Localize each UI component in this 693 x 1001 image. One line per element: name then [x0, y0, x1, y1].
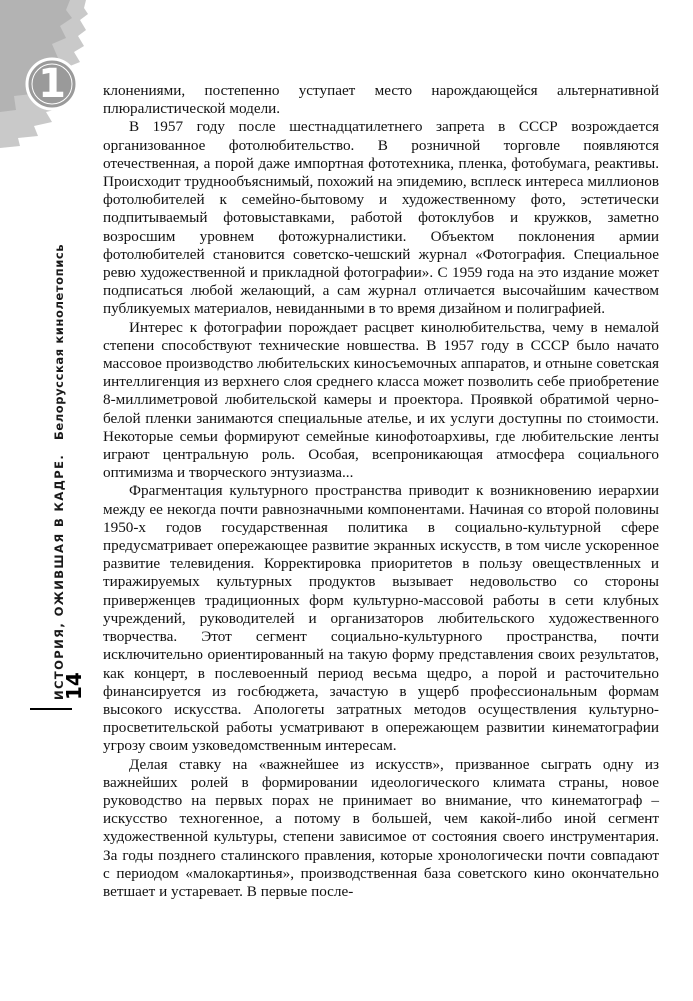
chapter-number: 1 [38, 61, 66, 107]
paragraph: Интерес к фотографии порождает расцвет кинолюбительства, чему в немалой степени способствуют технические новшества. В 1957 году в СССР было начато массовое производство любительских киносъемочных аппаратов, и отныне советская интеллигенция из верхнего слоя среднего класса может позволить себе приобретение 8-миллиметровой любительской камеры и проектора. Проявкой обратимой черно-белой пленки занимаются специальные ателье, и их услуги доступны по стоимости. Некоторые семьи формируют семейные кинофотоархивы, где любительские ленты играют центральную роль. Особая, всепроникающая атмосфера социального оптимизма и творческого энтузиазма... [103, 318, 659, 482]
paragraph: В 1957 году после шестнадцатилетнего запрета в СССР возрождается организованное фотолюбительство. В розничной торговле появляются отечественная, а порой даже импортная фототехника, пленка, фотобумага, реактивы. Происходит труднообъяснимый, похожий на эпидемию, всплеск интереса миллионов фотолюбителей к семейно-бытовому и художественному фото, эстетически подпитываемый фотовыставками, работой фотоклубов и кружков, заметно возросшим уровнем фотожурналистики. Объектом поклонения армии фотолюбителей становится советско-чешский журнал «Фотография. Специальное ревю художественной и прикладной фотографии». С 1959 года на это издание может подписаться любой желающий, а сам журнал отличается высочайшим качеством публикуемых материалов, невиданными в то время дизайном и полиграфией. [103, 118, 659, 318]
paragraph: клонениями, постепенно уступает место нарождающейся альтернативной плюралистической модели. [103, 82, 659, 118]
running-head [52, 240, 66, 700]
body-text [103, 82, 659, 901]
paragraph: Делая ставку на «важнейшее из искусств», призванное сыграть одну из важнейших ролей в формировании идеологического климата страны, новое руководство на первых порах не принимает во внимание, что кинематограф – искусство техногенное, а потому в большей, чем какой-либо иной сегмент художественной культуры, степени зависимое от состояния своего инструментария. За годы позднего сталинского правления, которые хронологически почти совпадают с периодом «малокартинья», производственная база советского кино окончательно ветшает и устаревает. В первые после- [103, 755, 659, 900]
page-number-rule [30, 708, 72, 710]
paragraph: Фрагментация культурного пространства приводит к возникновению иерархии между ее некогда почти равнозначными компонентами. Начиная со второй половины 1950-х годов государственная политика в социально-культурной сфере предусматривает опережающее развитие экранных искусств, в том числе ускоренное развитие телевидения. Корректировка приоритетов в пользу овеществленных и тиражируемых культурных продуктов вызывает недовольство со стороны приверженцев традиционных форм культурно-массовой работы в сети клубных учреждений, руководителей и организаторов любительского художественного творчества. Этот сегмент социально-культурного пространства, почти исключительно ориентированный на такую форму представления своих результатов, как концерт, в послевоенный период весьма щедро, а порой и расточительно финансируется из госбюджета, зачастую в ущерб профессиональным формам высокого искусства. Апологеты затратных методов осуществления культурно-просветительской работы усматривают в опережающем развитии кинематографии угрозу своим узковедомственным интересам. [103, 482, 659, 755]
running-head-title: ИСТОРИЯ, ОЖИВШАЯ В КАДРЕ. [52, 453, 66, 700]
page-number: 14 [62, 672, 86, 700]
running-head-subtitle: Белорусская кинолетопись [52, 243, 66, 441]
